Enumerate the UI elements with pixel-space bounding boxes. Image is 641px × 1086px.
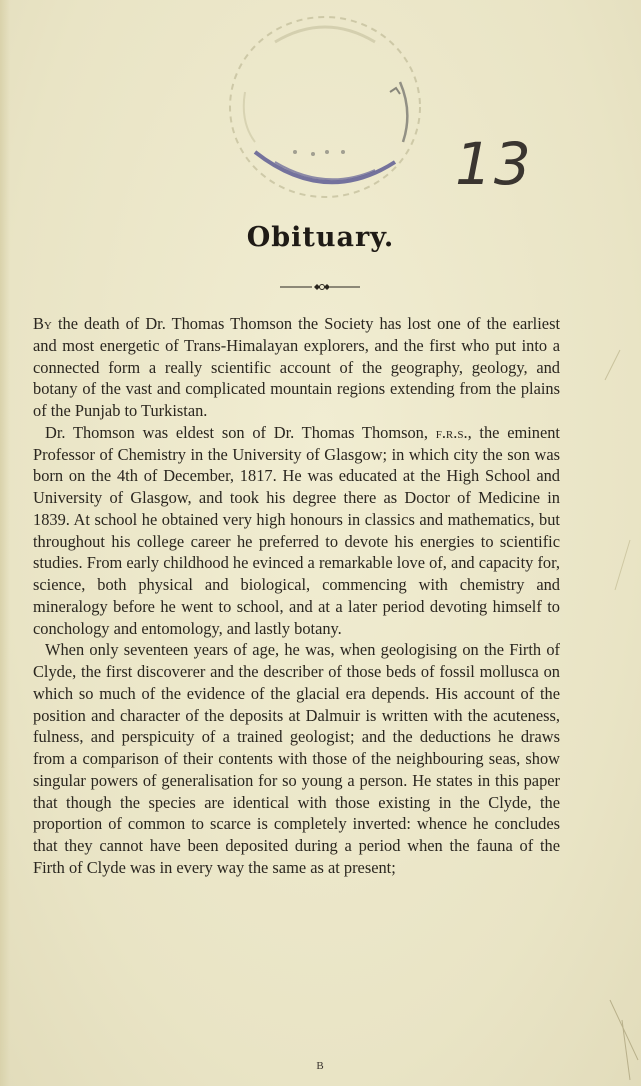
page-binding-edge: [0, 0, 10, 1086]
paragraph-2-text-end: , the eminent Professor of Chemistry in the University of Glasgow; in which city the son was born on the 4th of December, 1817. He was educated at the High School and University of Glasgow, and took his degree there as Doctor of Medicine in 1839. At school he obtained very high honours in classics and mathematics, but throughout his college career he preferred to devote his energies to scientific studies. From early childhood he evinced a remarkable love of, and capacity for, science, both physical and biological, commencing with chemistry and mineralogy before he went to school, and at a later period devoting himself to conchology and entomology, and lastly botany.: [33, 422, 560, 638]
article-body: [33, 313, 560, 879]
ornamental-rule: [280, 282, 360, 292]
paragraph-lead-word: By: [33, 314, 52, 333]
paragraph-1-text: the death of Dr. Thomas Thomson the Society has lost one of the earliest and most energetic of Trans-Himalayan explorers, and the first who put into a connected form a really scientific account of the geography, geology, and botany of the vast and complicated mountain regions extending from the plains of the Punjab to Turkistan.: [33, 314, 560, 420]
paragraph-1: [33, 313, 560, 422]
page-title: Obituary.: [246, 222, 395, 253]
signature-mark: B: [316, 1060, 325, 1072]
margin-scratches: [560, 340, 641, 1086]
paragraph-3: [33, 639, 560, 878]
paragraph-2-text-start: Dr. Thomson was eldest son of Dr. Thomas Thomson,: [45, 422, 436, 442]
library-stamp-icon: [215, 2, 435, 212]
frs-abbreviation: f.r.s.: [435, 422, 468, 442]
paragraph-3-text: When only seventeen years of age, he was, when geologising on the Firth of Clyde, the first discoverer and the describer of those beds of fossil mollusca on which so much of the evidence of the glacial era depends. His account of the position and character of the deposits at Dalmuir is written with the acuteness, fulness, and perspicuity of a trained geologist; and the deductions he draws from a comparison of their contents with those of the neighbouring seas, show singular powers of generalisation for so young a person. He states in this paper that though the species are identical with those existing in the Clyde, the proportion of common to scarce is completely inverted: whence he concludes that they cannot have been deposited during a period when the fauna of the Firth of Clyde was in every way the same as at present;: [33, 640, 560, 877]
paragraph-2: [33, 422, 560, 640]
handwritten-page-number: 13: [455, 130, 533, 198]
